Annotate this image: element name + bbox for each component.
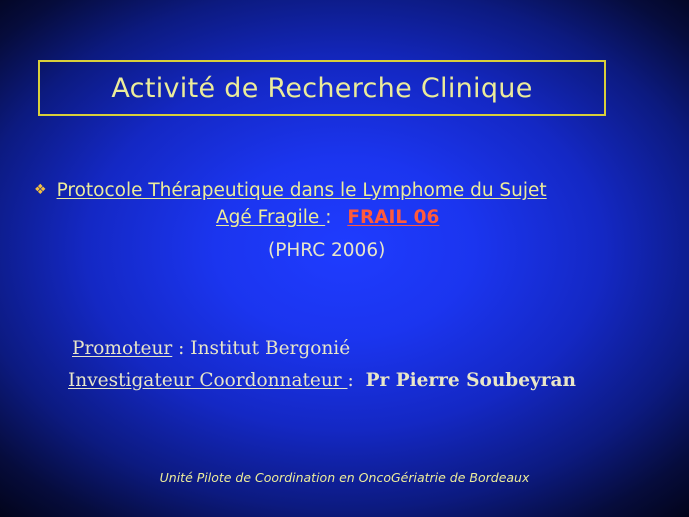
slide-title: Activité de Recherche Clinique [111, 72, 533, 104]
investigateur-label: Investigateur Coordonnateur [68, 370, 348, 391]
protocol-title-line1: Protocole Thérapeutique dans le Lymphome du Sujet [56, 180, 547, 201]
investigateur-separator: : [347, 370, 360, 391]
protocol-highlight: FRAIL 06 [347, 207, 440, 228]
promoteur-value: Institut Bergonié [190, 338, 351, 359]
promoteur-line [72, 338, 350, 359]
bullet-line-1 [34, 180, 654, 201]
title-box [38, 60, 606, 116]
promoteur-label: Promoteur [72, 338, 173, 359]
investigateur-value: Pr Pierre Soubeyran [365, 370, 576, 391]
phrc-note: (PHRC 2006) [268, 240, 386, 261]
bullet-line-2 [216, 207, 439, 228]
protocol-colon: : [325, 207, 338, 228]
protocol-title-line2: Agé Fragile [216, 207, 326, 228]
investigateur-line [68, 370, 576, 391]
diamond-bullet-icon: ❖ [34, 182, 47, 198]
slide-footer: Unité Pilote de Coordination en OncoGériatrie de Bordeaux [159, 470, 530, 485]
promoteur-separator: : [172, 338, 191, 359]
